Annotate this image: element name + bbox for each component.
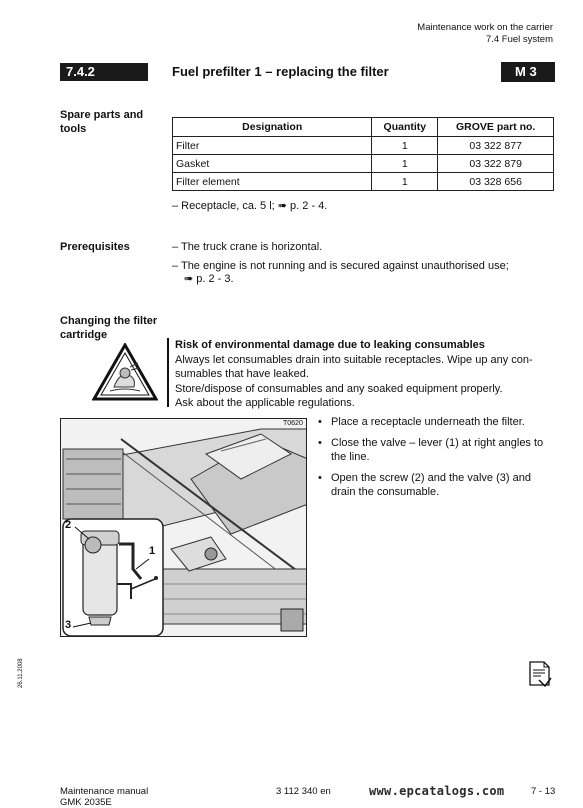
column-header: Quantity [372,118,438,137]
warning-line: sumables that have leaked. [175,368,309,380]
quantity-cell: 1 [372,173,438,191]
list-item [318,415,563,429]
running-header [417,22,553,46]
callout-label: 3 [65,619,72,631]
quantity-cell: 1 [372,155,438,173]
part-number-cell: 03 322 877 [438,137,554,155]
designation-cell: Filter element [173,173,372,191]
warning-rule [167,338,169,407]
print-date: 26.11.2008 [18,658,24,688]
footer-doc-number: 3 112 340 en [276,786,331,797]
part-number-cell: 03 322 879 [438,155,554,173]
bullet: • [318,472,322,484]
table-row [173,155,554,173]
table-header-row [173,118,554,137]
step-text: Open the screw (2) and the valve (3) and [331,472,531,484]
footer-model: GMK 2035E [60,797,112,808]
environment-warning-icon [92,343,158,401]
prerequisite-item: – The engine is not running and is secured against unauthorised use; [172,260,509,272]
table-row [173,173,554,191]
section-title: Fuel prefilter 1 – replacing the filter [172,64,389,79]
warning-line: Store/dispose of consumables and any soaked equipment properly. [175,382,503,395]
page-number: 7 - 13 [531,786,556,797]
list-item [318,471,563,499]
spare-parts-label: Spare parts and tools [60,109,144,135]
column-header: Designation [173,118,372,137]
step-text: the line. [331,451,370,463]
footer-manual: Maintenance manual [60,786,149,797]
callout-label: 2 [65,519,72,531]
step-text: drain the consumable. [331,486,440,498]
list-item [318,436,563,464]
step-text: Close the valve – lever (1) at right angles to [331,437,544,449]
changing-label: Changing the filter cartridge [60,315,158,341]
designation-cell: Filter [173,137,372,155]
bullet: • [318,416,322,428]
header-chapter: Maintenance work on the carrier [417,22,553,33]
table-row [173,137,554,155]
figure-code: T0620 [283,420,303,427]
document-continue-icon [527,660,553,688]
section-number: 7.4.2 [60,63,148,81]
header-section: 7.4 Fuel system [485,34,553,45]
prerequisites-label: Prerequisites [60,241,130,253]
fuel-prefilter-illustration [60,418,307,637]
watermark: www.epcatalogs.com [369,784,505,798]
column-header: GROVE part no. [438,118,554,137]
warning-block [175,338,560,411]
quantity-cell: 1 [372,137,438,155]
warning-title: Risk of environmental damage due to leaking consumables [175,339,485,351]
bullet: • [318,437,322,449]
warning-line: Ask about the applicable regulations. [175,397,355,409]
crane-filter-drawing [61,419,307,637]
step-text: Place a receptacle underneath the filter. [331,416,525,428]
callout-label: 1 [149,545,156,557]
step-list [318,415,563,499]
designation-cell: Gasket [173,155,372,173]
prerequisite-item: – The truck crane is horizontal. [172,241,323,253]
part-number-cell: 03 328 656 [438,173,554,191]
tool-note: – Receptacle, ca. 5 l; ➠ p. 2 - 4. [172,200,328,212]
maintenance-level-badge: M 3 [501,62,555,82]
warning-line: Always let consumables drain into suitable receptacles. Wipe up any con- [175,353,533,366]
spare-parts-table [172,117,554,191]
prerequisite-reference: ➠ p. 2 - 3. [184,273,234,285]
